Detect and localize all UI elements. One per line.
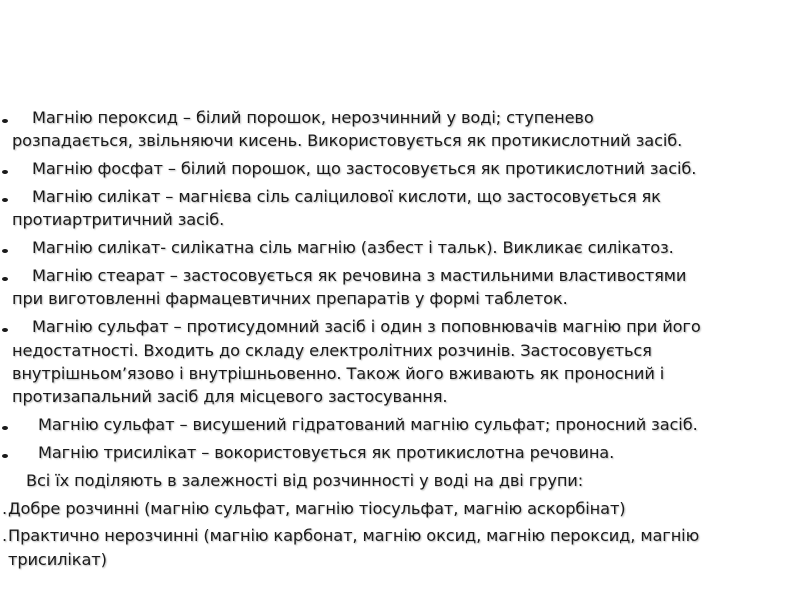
- list-item: [2, 185, 792, 232]
- list-item: [2, 413, 792, 436]
- text-line: внутрішньом’язово і внутрішньовенно. Також його вживають як проносний і: [12, 364, 665, 384]
- text-line: при виготовленні фармацевтичних препаратів у формі таблеток.: [12, 289, 568, 309]
- list-item-text: [10, 413, 792, 436]
- text-line: Магнію пероксид – білий порошок, нерозчинний у воді; ступенево: [32, 108, 594, 127]
- bullet-marker: [2, 413, 10, 436]
- text-line: протизапальний засіб для місцевого застосування.: [12, 387, 448, 407]
- text-line: Магнію трисилікат – вокористовується як протикислотна речовина.: [38, 443, 615, 463]
- text-line: Магнію сульфат – висушений гідратований магнію сульфат; проносний засіб.: [38, 415, 698, 435]
- group-intro-text: Всі їх поділяють в залежності від розчинності у воді на дві групи:: [26, 470, 584, 490]
- list-item-text: [10, 185, 792, 232]
- bullet-marker: [2, 106, 10, 129]
- list-item-text: [10, 236, 792, 259]
- text-line: Практично нерозчинні (магнію карбонат, магнію оксид, магнію пероксид, магнію: [8, 526, 700, 546]
- text-line: протиартритичний засіб.: [12, 210, 225, 230]
- group-item-text: [8, 524, 792, 571]
- bullet-dot-icon: [2, 328, 8, 332]
- text-line: недостатності. Входить до складу електролітних розчинів. Застосовується: [12, 340, 652, 360]
- text-line: Магнію силікат- силікатна сіль магнію (азбест і тальк). Викликає силікатоз.: [32, 238, 674, 258]
- list-item: [2, 157, 792, 180]
- bullet-dot-icon: [2, 454, 8, 458]
- bullet-marker: [2, 441, 10, 464]
- group-item: [2, 524, 792, 571]
- bullet-marker: [2, 264, 10, 287]
- group-item-text: [8, 497, 792, 520]
- list-item-text: [10, 315, 792, 409]
- bullet-dot-icon: [2, 426, 8, 430]
- text-line: Магнію силікат – магнієва сіль саліцилової кислоти, що застосовується як: [32, 187, 661, 206]
- text-line: трисилікат): [8, 549, 107, 569]
- bullet-marker: [2, 185, 10, 208]
- list-item: [2, 264, 792, 311]
- bullet-marker: [2, 315, 10, 338]
- list-item: [2, 106, 792, 153]
- bullet-dot-icon: [2, 198, 8, 202]
- text-line: Магнію стеарат – застосовується як речовина з мастильними властивостями: [32, 266, 687, 285]
- text-line: Магнію фосфат – білий порошок, що застосовується як протикислотний засіб.: [32, 159, 697, 179]
- group-item: [2, 497, 792, 520]
- group-marker: .: [2, 498, 8, 518]
- bullet-dot-icon: [2, 170, 8, 174]
- group-marker: .: [2, 526, 8, 546]
- slide-body: [2, 106, 792, 576]
- text-line: Магнію сульфат – протисудомний засіб і один з поповнювачів магнію при його: [32, 317, 701, 337]
- list-item-text: [10, 106, 792, 153]
- list-item-text: [10, 157, 792, 180]
- list-item: [2, 315, 792, 409]
- bullet-dot-icon: [2, 119, 8, 123]
- list-item-text: [10, 441, 792, 464]
- bullet-marker: [2, 157, 10, 180]
- text-line: Добре розчинні (магнію сульфат, магнію тіосульфат, магнію аскорбінат): [8, 498, 626, 518]
- bullet-dot-icon: [2, 249, 8, 253]
- list-item: [2, 441, 792, 464]
- list-item: [2, 236, 792, 259]
- text-line: розпадається, звільняючи кисень. Використовується як протикислотний засіб.: [12, 131, 683, 151]
- list-item-text: [10, 264, 792, 311]
- bullet-dot-icon: [2, 277, 8, 281]
- bullet-marker: [2, 236, 10, 259]
